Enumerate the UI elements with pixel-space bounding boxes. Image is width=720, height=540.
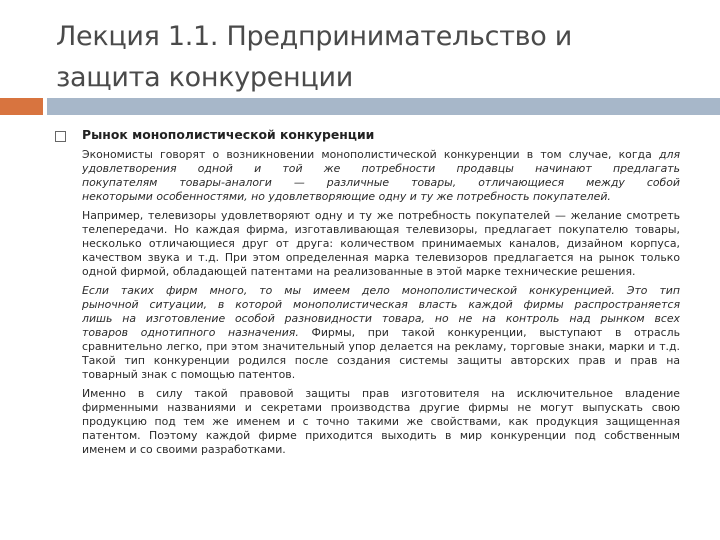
paragraph-4-line-4: патентом. Поэтому каждой фирме приходится выходить в мир конкуренции под собственным — [82, 429, 680, 442]
title-divider-bar — [47, 98, 720, 115]
paragraph-4-line-5: именем и со своими разработками. — [82, 443, 286, 456]
paragraph-2-line-1: Например, телевизоры удовлетворяют одну и ту же потребность покупателей — желание смотреть — [82, 209, 680, 222]
paragraph-3-line-4-italic: товаров однотипного назначения. — [82, 326, 299, 339]
paragraph-3-line-4 — [82, 326, 680, 340]
slide-title — [56, 16, 696, 98]
paragraph-1-line-4: некоторыми особенностями, но удовлетворяющие одну и ту же потребность покупателей. — [82, 190, 611, 203]
paragraph-1-line-1 — [82, 148, 680, 162]
paragraph-4-line-3: продукцию под тем же именем и с точно такими же свойствами, как продукция защищенная — [82, 415, 680, 428]
square-bullet-icon — [55, 131, 66, 142]
paragraph-2-line-2: телепередачи. Но каждая фирма, изготавливающая телевизоры, предлагает покупателю товары, — [82, 223, 680, 236]
paragraph-4 — [82, 387, 680, 457]
paragraph-1 — [82, 148, 680, 204]
slide-title-line-1: Лекция 1.1. Предпринимательство и — [56, 21, 572, 52]
paragraph-3-line-5: сравнительно легко, при этом значительный упор делается на рекламу, торговые знаки, марки и т.д. — [82, 340, 680, 353]
paragraph-4-line-1: Именно в силу такой правовой защиты прав изготовителя на исключительное владение — [82, 387, 680, 400]
paragraph-3-line-4-text: Фирмы, при такой конкуренции, выступают в отрасль — [298, 326, 680, 339]
section-body — [82, 148, 680, 462]
paragraph-3-line-7: товарный знак с помощью патентов. — [82, 368, 296, 381]
paragraph-3 — [82, 284, 680, 382]
paragraph-3-line-3: лишь на изготовление особой разновидности товара, но не на контроль над рынком всех — [82, 312, 680, 325]
paragraph-2-line-5: одной фирмой, обладающей патентами на реализованные в этой марке технические решения. — [82, 265, 636, 278]
paragraph-1-line-1-text: Экономисты говорят о возникновении монополистической конкуренции в том случае, когда — [82, 148, 659, 161]
paragraph-3-line-1: Если таких фирм много, то мы имеем дело монополистической конкуренцией. Это тип — [82, 284, 680, 297]
paragraph-3-line-6: Такой тип конкуренции родился после создания системы защиты авторских прав и прав на — [82, 354, 680, 367]
paragraph-3-line-2: рыночной ситуации, в которой монополистическая власть каждой фирмы распространяется — [82, 298, 680, 311]
accent-bar — [0, 98, 43, 115]
paragraph-1-line-1-italic: для — [658, 148, 680, 161]
slide-title-line-2: защита конкуренции — [56, 62, 353, 93]
paragraph-4-line-2: фирменными названиями и секретами производства другие фирмы не могут выпускать свою — [82, 401, 680, 414]
paragraph-2-line-3: несколько отличающиеся друг от друга: количеством принимаемых каналов, дизайном корпуса, — [82, 237, 680, 250]
paragraph-2-line-4: качеством звука и т.д. При этом определенная марка телевизоров предлагается на рынок только — [82, 251, 680, 264]
paragraph-1-line-3: покупателям товары-аналоги — различные товары, отличающиеся между собой — [82, 176, 680, 189]
paragraph-2 — [82, 209, 680, 279]
paragraph-1-line-2: удовлетворения одной и той же потребности продавцы начинают предлагать — [82, 162, 680, 175]
section-heading: Рынок монополистической конкуренции — [82, 127, 375, 142]
